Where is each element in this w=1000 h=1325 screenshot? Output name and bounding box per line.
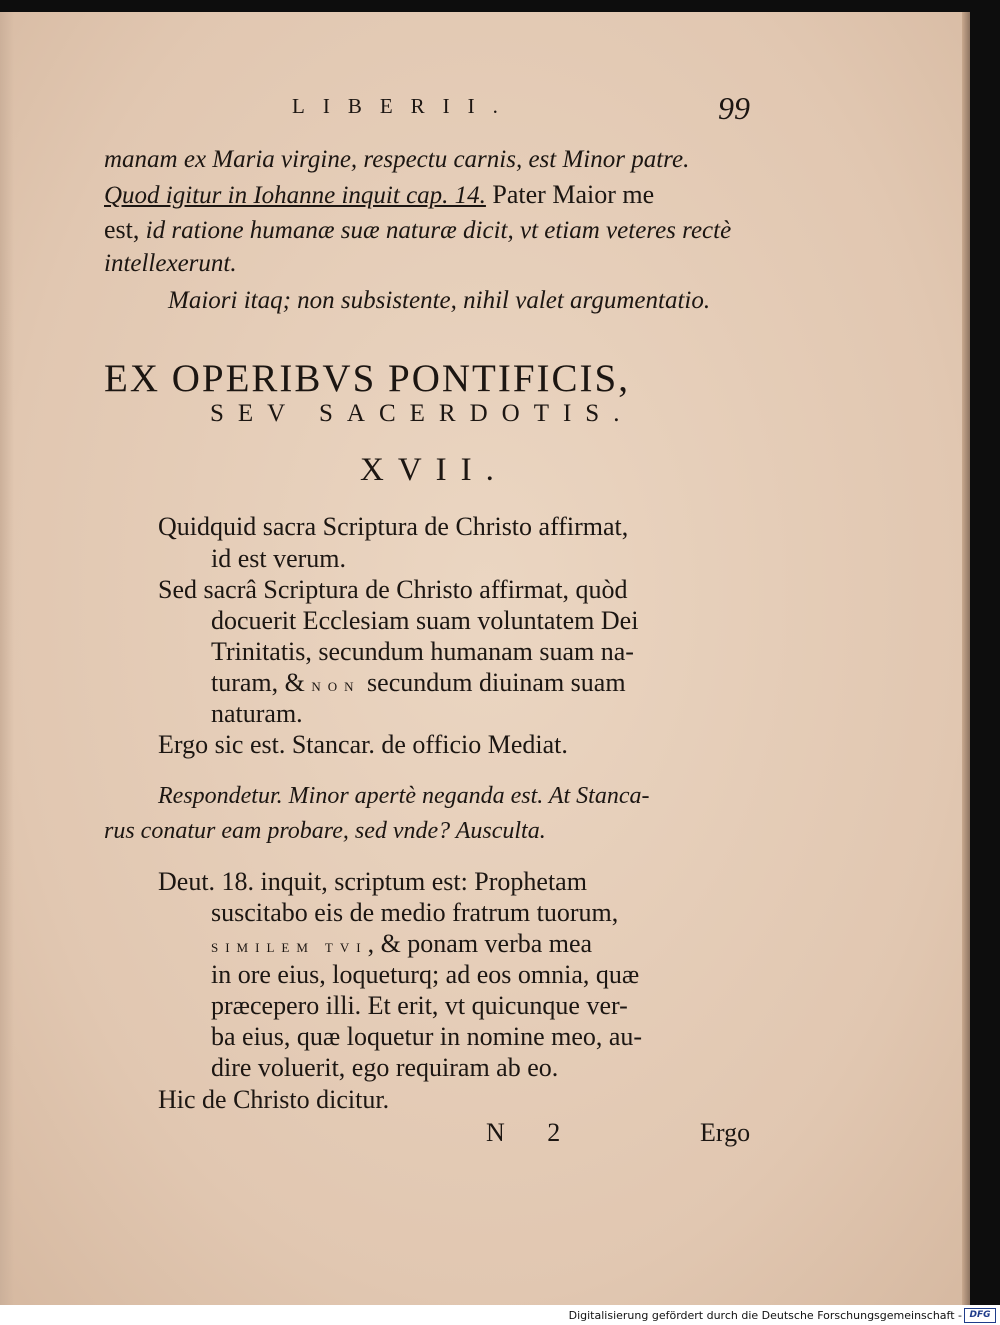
small-caps-similem-tvi: SIMILEM TVI	[211, 940, 368, 955]
book-page	[0, 12, 970, 1305]
citation-text: Quod igitur in Iohanne inquit cap. 14.	[104, 182, 486, 209]
roman-quotation: Pater Maior me	[485, 180, 655, 209]
top-paragraph-line-4: intellexerunt.	[104, 250, 237, 277]
syllogism-major-line-1: Quidquid sacra Scriptura de Christo affirmat,	[158, 512, 629, 541]
response-line-2: rus conatur eam probare, sed vnde? Ausculta.	[104, 818, 546, 844]
quotation-line-8: Hic de Christo dicitur.	[158, 1085, 390, 1114]
quotation-line-3	[211, 929, 592, 959]
syllogism-minor-line-1: Sed sacrâ Scriptura de Christo affirmat, quòd	[158, 575, 628, 604]
roman-quotation-end: est,	[104, 215, 140, 244]
signature-mark: N 2	[486, 1118, 579, 1147]
top-paragraph-line-5: Maiori itaq; non subsistente, nihil valet argumentatio.	[168, 287, 711, 314]
quotation-line-1: Deut. 18. inquit, scriptum est: Prophetam	[158, 867, 587, 896]
small-caps-non: NON	[311, 679, 361, 694]
syllogism-conclusion: Ergo sic est. Stancar. de officio Mediat.	[158, 730, 568, 759]
dfg-logo-icon: DFG	[964, 1308, 996, 1323]
section-subheading: SEV SACERDOTIS.	[210, 400, 634, 427]
quotation-line-6: ba eius, quæ loquetur in nomine meo, au-	[211, 1022, 643, 1051]
top-paragraph-line-3	[104, 215, 731, 245]
section-heading: EX OPERIBVS PONTIFICIS,	[104, 357, 630, 400]
quotation-line-4: in ore eius, loqueturq; ad eos omnia, quæ	[211, 960, 640, 989]
digitization-footer	[0, 1305, 1000, 1325]
syllogism-minor-line-2: docuerit Ecclesiam suam voluntatem Dei	[211, 606, 639, 635]
top-paragraph-line-2	[104, 180, 654, 210]
page-number: 99	[718, 90, 750, 126]
quotation-line-3-rest: , & ponam verba mea	[367, 929, 593, 958]
running-head: LIBERII.	[292, 94, 516, 118]
section-number: XVII.	[360, 452, 508, 488]
quotation-line-7: dire voluerit, ego requiram ab eo.	[211, 1053, 559, 1082]
page-edge	[962, 12, 970, 1305]
syllogism-minor-line-5: naturam.	[211, 699, 303, 728]
page-gutter-shadow	[0, 12, 14, 1305]
catchword: Ergo	[700, 1118, 751, 1147]
syllogism-minor-line-3: Trinitatis, secundum humanam suam na-	[211, 637, 634, 666]
funding-credit: Digitalisierung gefördert durch die Deutsche Forschungsgemeinschaft -	[568, 1309, 962, 1322]
syllogism-minor-line-4	[211, 668, 626, 698]
syllogism-minor-line-4-start: turam, &	[211, 668, 312, 697]
response-line-1: Respondetur. Minor apertè neganda est. At Stanca-	[158, 783, 650, 809]
quotation-line-5: præcepero illi. Et erit, vt quicunque ver-	[211, 991, 628, 1020]
top-paragraph-line-1: manam ex Maria virgine, respectu carnis, est Minor patre.	[104, 146, 690, 173]
syllogism-minor-line-4-end: secundum diuinam suam	[360, 668, 626, 697]
top-paragraph-line-3-text: id ratione humanæ suæ naturæ dicit, vt etiam veteres rectè	[139, 217, 732, 244]
quotation-line-2: suscitabo eis de medio fratrum tuorum,	[211, 898, 619, 927]
syllogism-major-line-2: id est verum.	[211, 544, 347, 573]
